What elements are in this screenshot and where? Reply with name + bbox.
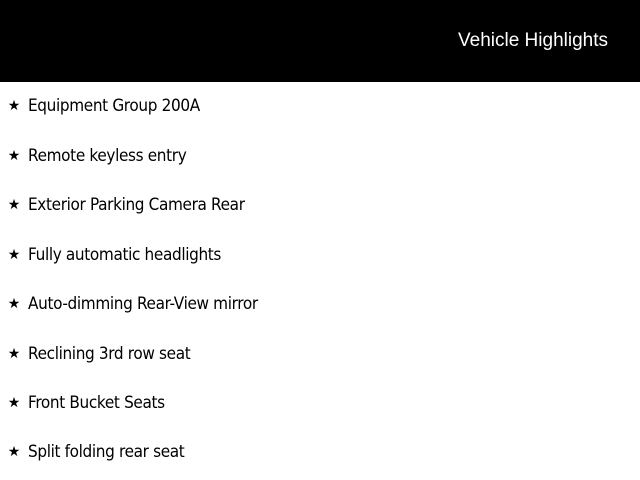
list-item <box>0 245 640 273</box>
list-item <box>0 146 640 174</box>
highlight-label: Front Bucket Seats <box>28 393 165 413</box>
list-item <box>0 393 640 421</box>
list-item <box>0 294 640 322</box>
highlight-label: Remote keyless entry <box>28 146 187 166</box>
page-title: Vehicle Highlights <box>458 30 608 51</box>
star-icon: ★ <box>7 395 21 411</box>
star-icon: ★ <box>7 247 21 263</box>
list-item <box>0 96 640 124</box>
star-icon: ★ <box>7 148 21 164</box>
highlight-label: Exterior Parking Camera Rear <box>28 195 245 215</box>
highlight-label: Equipment Group 200A <box>28 96 200 116</box>
star-icon: ★ <box>7 346 21 362</box>
list-item <box>0 344 640 372</box>
header-bar <box>0 0 640 82</box>
star-icon: ★ <box>7 98 21 114</box>
list-item <box>0 195 640 223</box>
list-item <box>0 442 640 470</box>
star-icon: ★ <box>7 296 21 312</box>
highlight-label: Reclining 3rd row seat <box>28 344 191 364</box>
highlight-label: Split folding rear seat <box>28 442 185 462</box>
star-icon: ★ <box>7 444 21 460</box>
star-icon: ★ <box>7 197 21 213</box>
highlight-label: Fully automatic headlights <box>28 245 222 265</box>
highlight-label: Auto-dimming Rear-View mirror <box>28 294 258 314</box>
